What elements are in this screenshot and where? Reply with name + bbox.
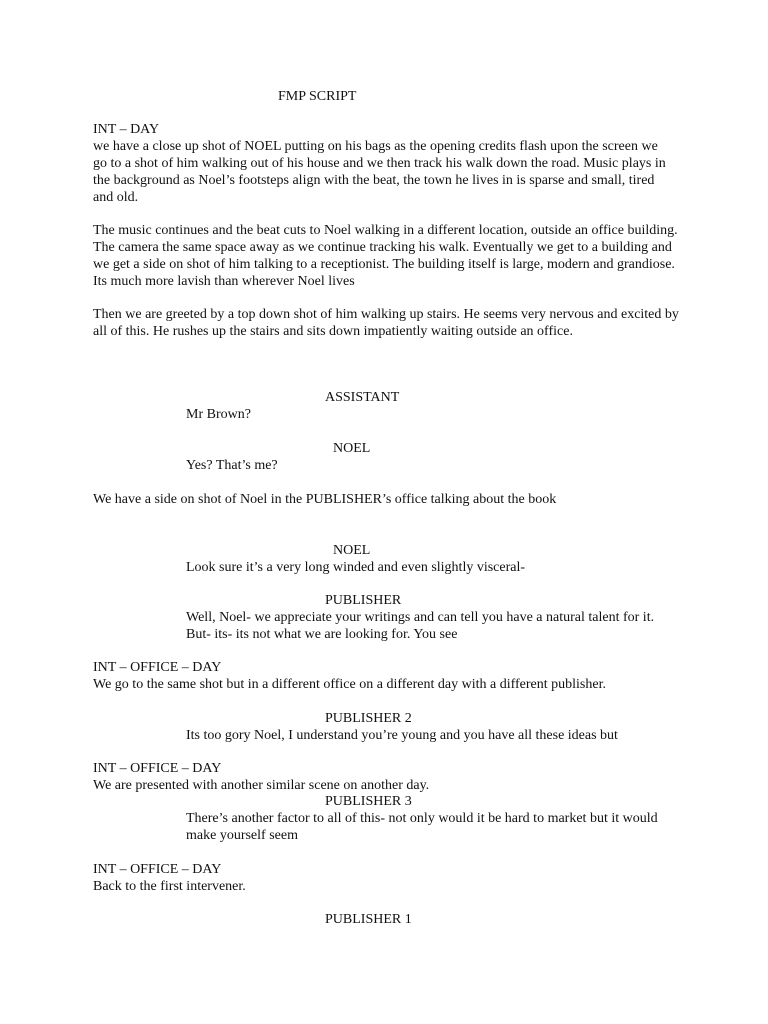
action-paragraph-3: Then we are greeted by a top down shot of him walking up stairs. He seems very nervous and excited by all of this. He rushes up the stairs and sits down impatiently waiting outside an office.: [93, 307, 679, 339]
character-name-publisher-3: PUBLISHER 3: [325, 794, 412, 809]
dialogue-noel: Look sure it’s a very long winded and even slightly visceral-: [186, 560, 526, 575]
action-line-publisher-office: We have a side on shot of Noel in the PUBLISHER’s office talking about the book: [93, 492, 557, 507]
character-name-noel: NOEL: [333, 441, 371, 456]
dialogue-noel: Yes? That’s me?: [186, 458, 278, 473]
scene-heading-2: INT – OFFICE – DAY: [93, 660, 222, 675]
character-name-publisher-2: PUBLISHER 2: [325, 711, 412, 726]
action-line-4: Back to the first intervener.: [93, 879, 246, 894]
page-title: FMP SCRIPT: [278, 89, 357, 104]
action-paragraph-1: we have a close up shot of NOEL putting on his bags as the opening credits flash upon the screen we go to a shot of him walking out of his house and we then track his walk down the road. Music plays in the background as Noel’s footsteps align with the beat, the town he lives in is sparse and small, tired and old.: [93, 139, 666, 205]
scene-heading-3: INT – OFFICE – DAY: [93, 761, 222, 776]
action-line-2: We go to the same shot but in a different office on a different day with a different publisher.: [93, 677, 606, 692]
scene-heading-4: INT – OFFICE – DAY: [93, 862, 222, 877]
character-name-noel: NOEL: [333, 543, 371, 558]
action-paragraph-2: The music continues and the beat cuts to Noel walking in a different location, outside an office building. The camera the same space away as we continue tracking his walk. Eventually we get to a building and we get a side on shot of him talking to a receptionist. The building itself is large, modern and grandiose. Its much more lavish than wherever Noel lives: [93, 223, 678, 289]
character-name-publisher-1: PUBLISHER 1: [325, 912, 412, 927]
character-name-assistant: ASSISTANT: [325, 390, 400, 405]
scene-heading-1: INT – DAY: [93, 122, 160, 137]
dialogue-publisher: Well, Noel- we appreciate your writings and can tell you have a natural talent for it. But- its- its not what we are looking for. You see: [186, 610, 655, 642]
dialogue-assistant: Mr Brown?: [186, 407, 251, 422]
dialogue-publisher-2: Its too gory Noel, I understand you’re young and you have all these ideas but: [186, 728, 618, 743]
character-name-publisher: PUBLISHER: [325, 593, 402, 608]
action-line-3: We are presented with another similar scene on another day.: [93, 778, 430, 793]
dialogue-publisher-3: There’s another factor to all of this- not only would it be hard to market but it would make yourself seem: [186, 811, 658, 843]
